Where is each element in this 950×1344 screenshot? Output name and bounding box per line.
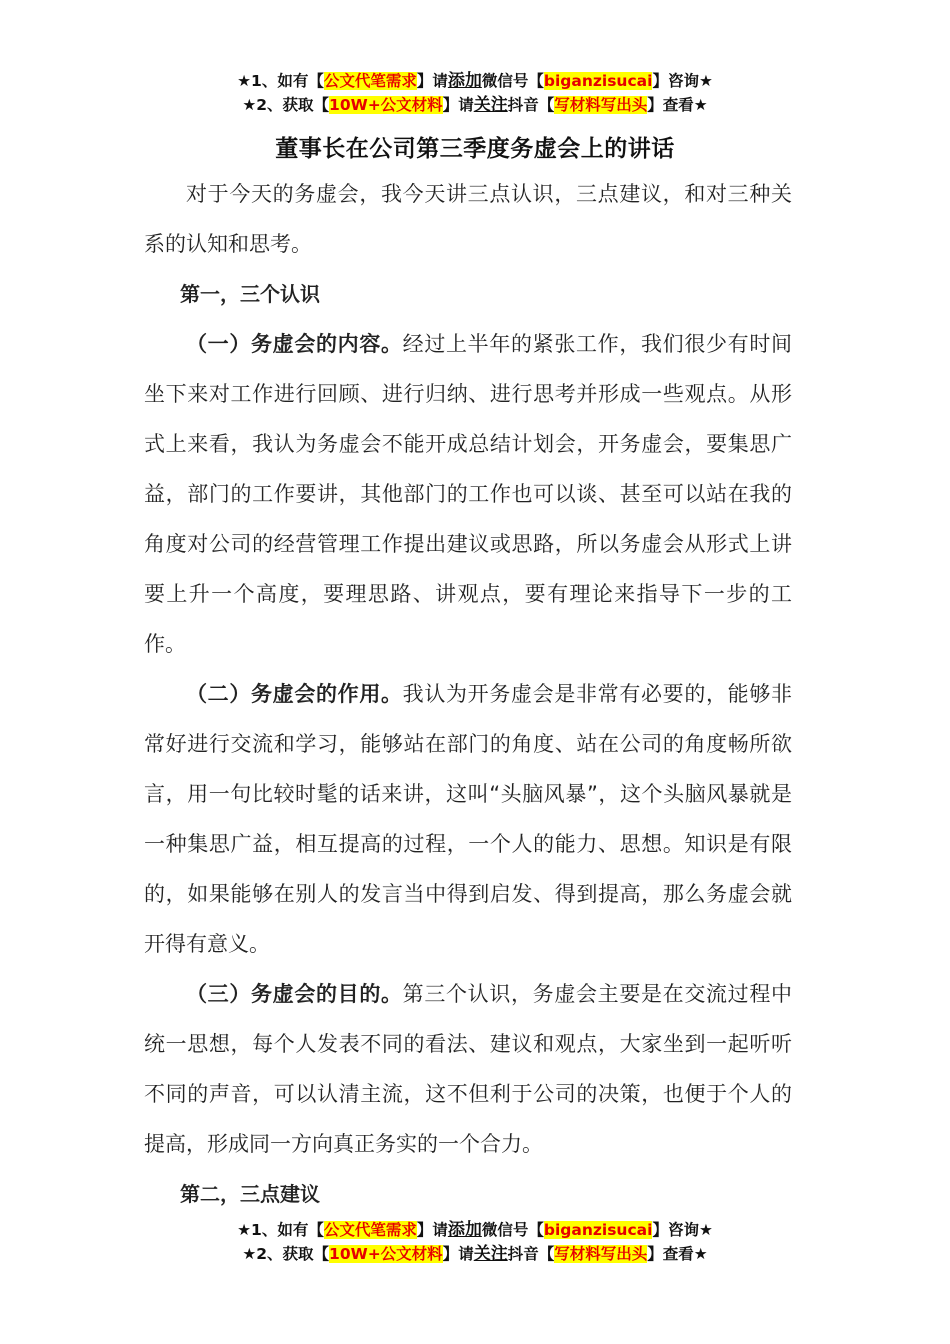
point-paragraph [144,669,792,969]
banner-highlight: biganzisucai [543,72,653,90]
banner-text: 】查看★ [647,96,708,114]
banner-line-2 [0,93,950,117]
point-paragraph [144,319,792,669]
banner-highlight: 10W+公文材料 [329,96,443,114]
banner-highlight: 写材料写出头 [554,96,648,114]
banner-highlight: 10W+公文材料 [329,1245,443,1263]
section-heading: 第二，三点建议 [180,1182,320,1206]
point-text: 第三个认识，务虚会主要是在交流过程中统一思想，每个人发表不同的看法、建议和观点，大家坐到一起听听不同的声音，可以认清主流，这不但利于公司的决策，也便于个人的提高，形成同一方向真正务实的一个合力。 [144,982,793,1156]
banner-underline: 关注 [473,95,508,115]
banner-underline: 添加 [447,1220,482,1240]
section-heading: 第一，三个认识 [180,282,320,306]
bottom-banner [0,1218,950,1266]
banner-text: 】咨询★ [652,1221,713,1239]
banner-text: 抖音【 [507,1245,555,1263]
banner-highlight: biganzisucai [543,1221,653,1239]
banner-text: ★2、获取【 [242,96,330,114]
banner-highlight: 公文代笔需求 [323,72,417,90]
point-lead: （一）务虚会的内容。 [186,332,403,356]
banner-highlight: 写材料写出头 [554,1245,648,1263]
banner-text: 】请 [416,1221,448,1239]
banner-text: ★2、获取【 [242,1245,330,1263]
banner-text: 】请 [416,72,448,90]
banner-text: 】请 [442,96,474,114]
document-title: 董事长在公司第三季度务虚会上的讲话 [275,136,675,162]
point-text: 我认为开务虚会是非常有必要的，能够非常好进行交流和学习，能够站在部门的角度、站在公司的角度畅所欲言，用一句比较时髦的话来讲，这叫“头脑风暴”，这个头脑风暴就是一种集思广益，相互提高的过程，一个人的能力、思想。知识是有限的，如果能够在别人的发言当中得到启发、得到提高，那么务虚会就开得有意义。 [144,682,793,956]
banner-text: ★1、如有【 [237,72,324,90]
banner-text: 】咨询★ [652,72,713,90]
intro-paragraph: 对于今天的务虚会，我今天讲三点认识，三点建议，和对三种关系的认知和思考。 [144,182,792,256]
banner-text: 】查看★ [647,1245,708,1263]
top-banner [0,69,950,117]
document-body [144,169,792,1219]
banner-line-2 [0,1242,950,1266]
banner-underline: 添加 [447,71,482,91]
banner-line-1 [0,1218,950,1242]
banner-text: 微信号【 [481,1221,544,1239]
banner-highlight: 公文代笔需求 [323,1221,417,1239]
point-lead: （三）务虚会的目的。 [186,982,403,1006]
banner-text: 微信号【 [481,72,544,90]
banner-line-1 [0,69,950,93]
point-lead: （二）务虚会的作用。 [186,682,403,706]
point-paragraph [144,969,792,1169]
banner-text: 抖音【 [507,96,555,114]
point-text: 经过上半年的紧张工作，我们很少有时间坐下来对工作进行回顾、进行归纳、进行思考并形成一些观点。从形式上来看，我认为务虚会不能开成总结计划会，开务虚会，要集思广益，部门的工作要讲，其他部门的工作也可以谈、甚至可以站在我的角度对公司的经营管理工作提出建议或思路，所以务虚会从形式上讲要上升一个高度，要理思路、讲观点，要有理论来指导下一步的工作。 [144,332,793,656]
banner-underline: 关注 [473,1244,508,1264]
banner-text: ★1、如有【 [237,1221,324,1239]
banner-text: 】请 [442,1245,474,1263]
